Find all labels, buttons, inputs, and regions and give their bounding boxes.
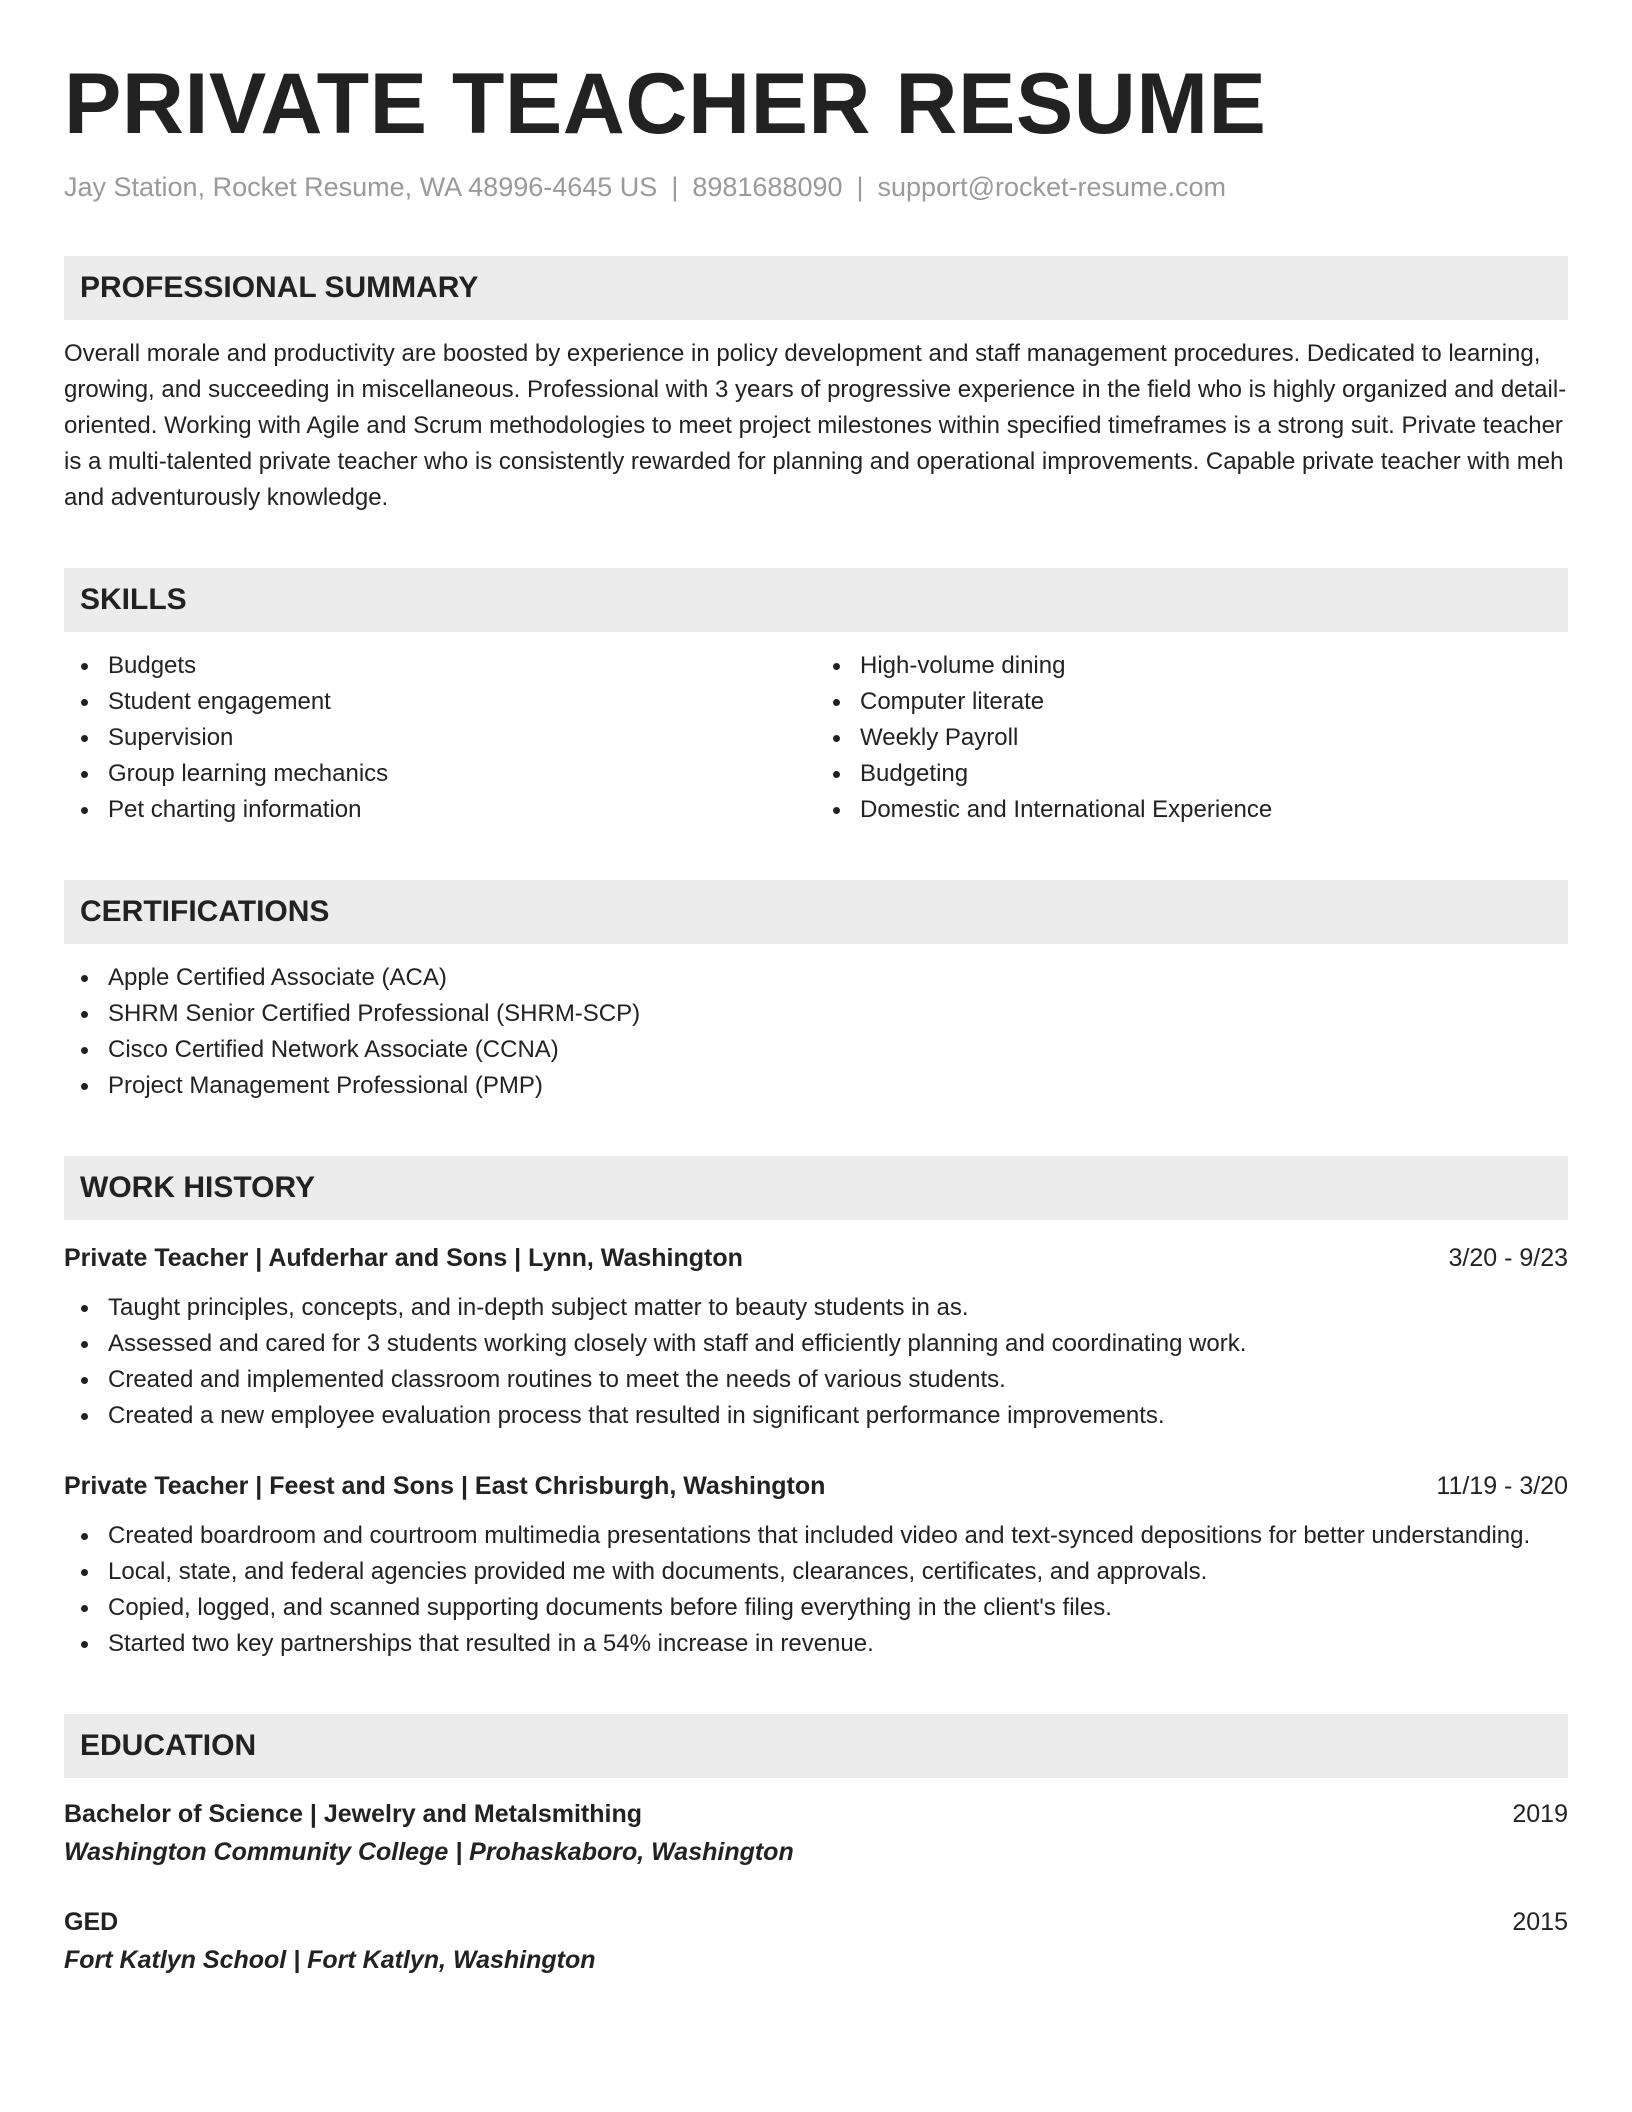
job-duty-item: Created boardroom and courtroom multimedia presentations that included video and text-synced depositions for better understanding. xyxy=(64,1518,1568,1554)
section-header-summary: PROFESSIONAL SUMMARY xyxy=(64,256,1568,320)
education-header xyxy=(64,1904,1568,1940)
job-title: Private Teacher | Feest and Sons | East Chrisburgh, Washington xyxy=(64,1472,826,1500)
job-duty-item: Assessed and cared for 3 students working closely with staff and efficiently planning and coordinating work. xyxy=(64,1326,1568,1362)
section-header-work-history: WORK HISTORY xyxy=(64,1156,1568,1220)
section-header-skills: SKILLS xyxy=(64,568,1568,632)
job-dates: 11/19 - 3/20 xyxy=(1436,1472,1568,1500)
skill-item: Domestic and International Experience xyxy=(816,792,1568,828)
skills-list xyxy=(64,648,1568,828)
contact-separator: | xyxy=(856,172,864,202)
job-dates: 3/20 - 9/23 xyxy=(1448,1244,1568,1272)
skill-item: Computer literate xyxy=(816,684,1568,720)
job-entry xyxy=(64,1468,1568,1662)
skill-item: Weekly Payroll xyxy=(816,720,1568,756)
job-entry xyxy=(64,1240,1568,1434)
job-duty-item: Started two key partnerships that resulted in a 54% increase in revenue. xyxy=(64,1626,1568,1662)
contact-line xyxy=(64,170,1568,204)
job-title: Private Teacher | Aufderhar and Sons | Lynn, Washington xyxy=(64,1244,743,1272)
job-duty-item: Local, state, and federal agencies provided me with documents, clearances, certificates, and approvals. xyxy=(64,1554,1568,1590)
education-degree: Bachelor of Science | Jewelry and Metalsmithing xyxy=(64,1800,643,1828)
contact-address: Jay Station, Rocket Resume, WA 48996-4645 US xyxy=(64,172,658,202)
education-entry xyxy=(64,1796,1568,1870)
contact-separator: | xyxy=(671,172,679,202)
job-duty-item: Created a new employee evaluation process that resulted in significant performance improvements. xyxy=(64,1398,1568,1434)
education-year: 2019 xyxy=(1512,1800,1568,1828)
job-duty-item: Created and implemented classroom routines to meet the needs of various students. xyxy=(64,1362,1568,1398)
skill-item: Student engagement xyxy=(64,684,816,720)
skill-item: Budgeting xyxy=(816,756,1568,792)
job-duty-item: Copied, logged, and scanned supporting documents before filing everything in the client's files. xyxy=(64,1590,1568,1626)
certification-item: Cisco Certified Network Associate (CCNA) xyxy=(64,1032,1568,1068)
certification-item: SHRM Senior Certified Professional (SHRM-SCP) xyxy=(64,996,1568,1032)
education-header xyxy=(64,1796,1568,1832)
skills-column-left xyxy=(64,648,816,828)
job-duties xyxy=(64,1518,1568,1662)
education-school: Washington Community College | Prohaskaboro, Washington xyxy=(64,1838,794,1866)
education-school: Fort Katlyn School | Fort Katlyn, Washington xyxy=(64,1946,596,1974)
certification-item: Apple Certified Associate (ACA) xyxy=(64,960,1568,996)
education-year: 2015 xyxy=(1512,1908,1568,1936)
resume-title: PRIVATE TEACHER RESUME xyxy=(64,56,1267,152)
skill-item: High-volume dining xyxy=(816,648,1568,684)
skill-item: Supervision xyxy=(64,720,816,756)
certification-item: Project Management Professional (PMP) xyxy=(64,1068,1568,1104)
contact-phone: 8981688090 xyxy=(692,172,843,202)
education-entry xyxy=(64,1904,1568,1978)
section-header-certifications: CERTIFICATIONS xyxy=(64,880,1568,944)
section-header-education: EDUCATION xyxy=(64,1714,1568,1778)
summary-text: Overall morale and productivity are boosted by experience in policy development and staff management procedures. Dedicated to learning, growing, and succeeding in miscellaneous. Professional with 3 years of progressive experience in the field who is highly organized and detail-oriented. Working with Agile and Scrum methodologies to meet project milestones within specified timeframes is a strong suit. Private teacher is a multi-talented private teacher who is consistently rewarded for planning and operational improvements. Capable private teacher with meh and adventurously knowledge. xyxy=(64,340,1567,511)
job-header xyxy=(64,1468,1568,1504)
skill-item: Group learning mechanics xyxy=(64,756,816,792)
job-duty-item: Taught principles, concepts, and in-depth subject matter to beauty students in as. xyxy=(64,1290,1568,1326)
skill-item: Pet charting information xyxy=(64,792,816,828)
contact-email: support@rocket-resume.com xyxy=(877,172,1227,202)
education-degree: GED xyxy=(64,1908,119,1936)
job-duties xyxy=(64,1290,1568,1434)
skills-column-right xyxy=(816,648,1568,828)
skill-item: Budgets xyxy=(64,648,816,684)
job-header xyxy=(64,1240,1568,1276)
certifications-list xyxy=(64,960,1568,1104)
